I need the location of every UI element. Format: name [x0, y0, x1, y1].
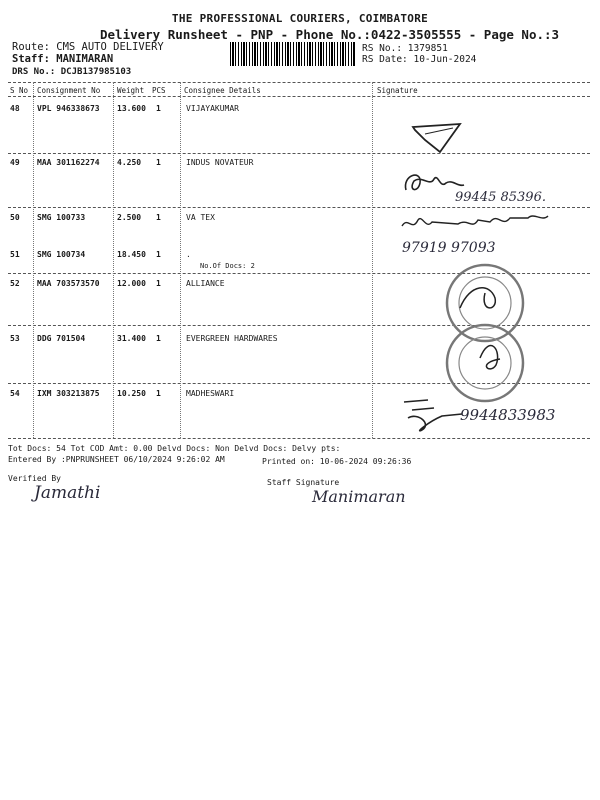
cell-pcs: 1 [156, 334, 161, 343]
column-divider [372, 82, 373, 438]
col-header-weight: Weight [117, 86, 145, 95]
cell-consignment: MAA 703573570 [37, 279, 100, 288]
cell-sno: 54 [10, 389, 20, 398]
cell-consignee: VA TEX [186, 213, 215, 222]
cell-consignment: DDG 701504 [37, 334, 86, 343]
cell-pcs: 1 [156, 250, 161, 259]
cell-consignee: INDUS NOVATEUR [186, 158, 254, 167]
cell-sno: 50 [10, 213, 20, 222]
cell-consignee: EVERGREEN HARDWARES [186, 334, 278, 343]
barcode [230, 42, 356, 66]
col-header-sno: S No [10, 86, 29, 95]
cell-consignment: SMG 100734 [37, 250, 86, 259]
staff-signature [308, 480, 448, 516]
col-header-consignee: Consignee Details [184, 86, 261, 95]
cell-consignment: MAA 301162274 [37, 158, 100, 167]
cell-sno: 51 [10, 250, 20, 259]
cell-sno: 53 [10, 334, 20, 343]
signature-row50 [398, 208, 588, 258]
cell-sno: 48 [10, 104, 20, 113]
cell-pcs: 1 [156, 104, 161, 113]
signature-row54 [398, 392, 588, 438]
rs-date: RS Date: 10-Jun-2024 [362, 54, 477, 65]
cell-pcs: 1 [156, 389, 161, 398]
cell-consignee: . [186, 250, 191, 259]
staff-label: Staff: MANIMARAN [12, 53, 114, 65]
company-name: THE PROFESSIONAL COURIERS, COIMBATORE [171, 12, 429, 25]
cell-weight: 31.400 [117, 334, 146, 343]
cell-pcs: 1 [156, 213, 161, 222]
route-label: Route: CMS AUTO DELIVERY [12, 41, 164, 53]
cell-sno: 52 [10, 279, 20, 288]
entered-by: Entered By :PNPRUNSHEET 06/10/2024 9:26:02 AM [8, 455, 225, 464]
cell-consignee: ALLIANCE [186, 279, 225, 288]
cell-pcs: 1 [156, 158, 161, 167]
cell-sno: 49 [10, 158, 20, 167]
staff-signature-label: Staff Signature [267, 478, 340, 487]
drs-number: DRS No.: DCJB137985103 [12, 67, 132, 77]
row-divider [8, 153, 590, 154]
cell-consignee: MADHESWARI [186, 389, 235, 398]
column-divider [33, 82, 34, 438]
runsheet-title: Delivery Runsheet - PNP - Phone No.:0422-3505555 - Page No.:3 [100, 27, 560, 42]
phone-handwritten-49: 99445 85396. [455, 190, 546, 205]
col-header-signature: Signature [377, 86, 418, 95]
column-divider [180, 82, 181, 438]
col-header-pcs: PCS [152, 86, 166, 95]
svg-text:Manimaran: Manimaran [312, 487, 406, 506]
verified-signature [30, 472, 150, 512]
signature-row48 [405, 112, 475, 157]
svg-text:Jamathi: Jamathi [34, 483, 101, 503]
table-top-rule [8, 82, 590, 83]
verified-by-label: Verified By [8, 474, 61, 483]
cell-consignee: VIJAYAKUMAR [186, 104, 239, 113]
company-stamp [440, 263, 530, 385]
cell-weight: 13.600 [117, 104, 146, 113]
signature-row49 [400, 165, 590, 210]
cell-weight: 18.450 [117, 250, 146, 259]
printed-on: Printed on: 10-06-2024 09:26:36 [262, 457, 412, 466]
table-header-rule [8, 96, 590, 97]
cell-consignment: IXM 303213875 [37, 389, 100, 398]
cell-pcs: 1 [156, 279, 161, 288]
cell-weight: 4.250 [117, 158, 142, 167]
phone-handwritten-54: 9944833983 [460, 406, 556, 424]
cell-weight: 2.500 [117, 213, 142, 222]
table-bottom-rule [8, 438, 590, 439]
col-header-consignment: Consignment No [37, 86, 101, 95]
cell-consignment: VPL 946338673 [37, 104, 100, 113]
totals-summary: Tot Docs: 54 Tot COD Amt: 0.00 Delvd Docs: Non Delvd Docs: Delvy pts: [8, 444, 341, 453]
cell-doc-count: No.Of Docs: 2 [200, 262, 255, 270]
cell-consignment: SMG 100733 [37, 213, 86, 222]
column-divider [113, 82, 114, 438]
cell-weight: 10.250 [117, 389, 146, 398]
phone-handwritten-50: 97919 97093 [402, 240, 496, 256]
cell-weight: 12.000 [117, 279, 146, 288]
rs-number: RS No.: 1379851 [362, 43, 448, 54]
